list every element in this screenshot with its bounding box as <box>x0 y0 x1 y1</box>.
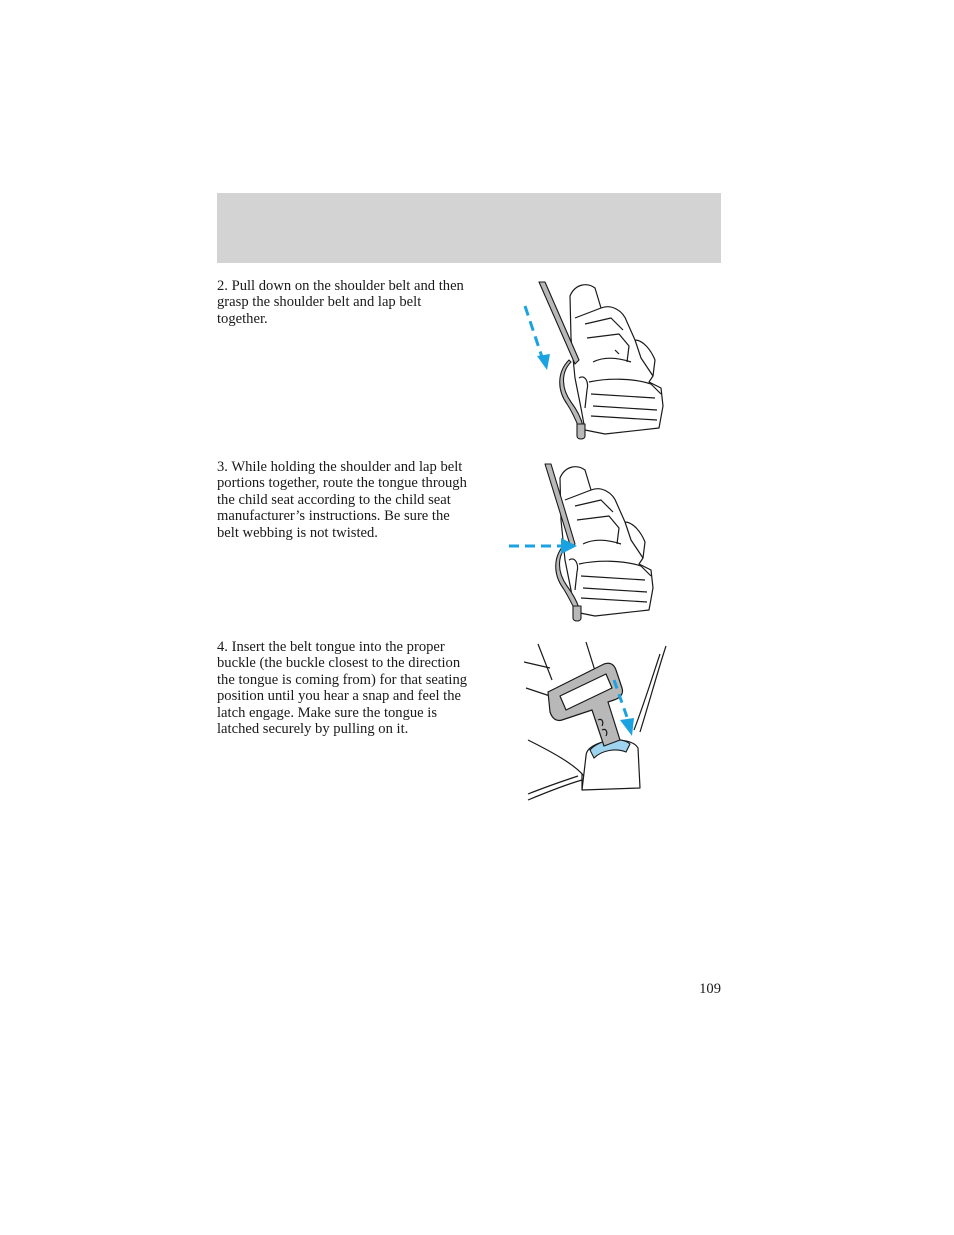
child-seat-pull-down-belt-icon <box>515 278 675 444</box>
section-header-band <box>217 193 721 263</box>
step-2-text: 2. Pull down on the shoulder belt and then grasp the shoulder belt and lap belt together. <box>217 278 464 327</box>
step-3-text: 3. While holding the shoulder and lap belt portions together, route the tongue through the child seat according to the child seat manufacturer’s instructions. Be sure the belt webbing is not twisted. <box>217 459 467 541</box>
belt-tongue-buckle-icon <box>522 640 672 805</box>
child-seat-route-tongue-icon <box>505 460 667 624</box>
page-number: 109 <box>699 981 721 997</box>
step-4-text: 4. Insert the belt tongue into the proper buckle (the buckle closest to the direction the tongue is coming from) for that seating position until you hear a snap and feel the latch engage. Make sure the tongue is latched securely by pulling on it. <box>217 639 468 738</box>
